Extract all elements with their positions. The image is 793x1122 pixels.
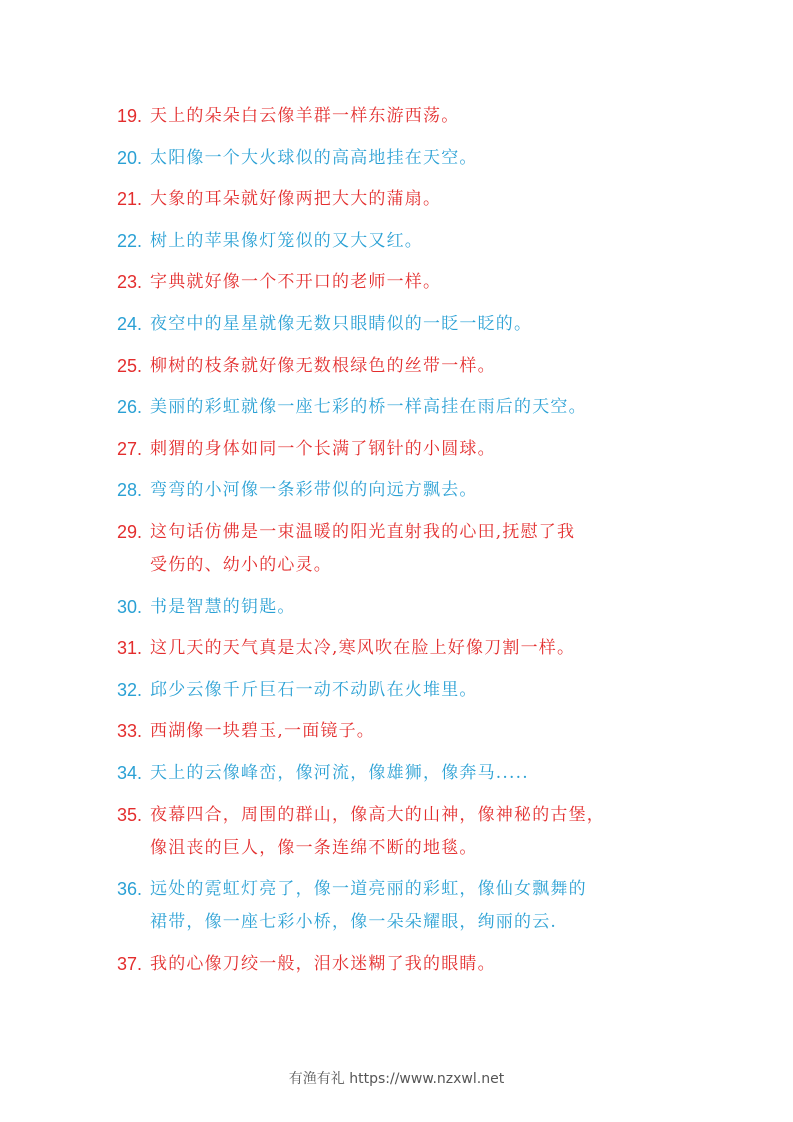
item-number: 33. bbox=[117, 721, 143, 742]
list-item bbox=[117, 516, 677, 582]
item-number: 20. bbox=[117, 147, 143, 168]
item-number: 24. bbox=[117, 313, 143, 334]
item-number: 23. bbox=[117, 272, 143, 293]
item-text: 我的心像刀绞一般，泪水迷糊了我的眼睛。 bbox=[150, 953, 496, 974]
item-text: 树上的苹果像灯笼似的又大又红。 bbox=[150, 230, 423, 251]
list-item bbox=[117, 391, 677, 424]
item-text: 字典就好像一个不开口的老师一样。 bbox=[150, 272, 442, 293]
item-number: 36. bbox=[117, 879, 143, 900]
item-number: 30. bbox=[117, 596, 143, 617]
item-text: 这几天的天气真是太冷,寒风吹在脸上好像刀割一样。 bbox=[150, 638, 576, 659]
item-number: 26. bbox=[117, 397, 143, 418]
item-text: 邱少云像千斤巨石一动不动趴在火堆里。 bbox=[150, 679, 478, 700]
list-item bbox=[117, 799, 677, 865]
item-number: 27. bbox=[117, 438, 143, 459]
item-text: 书是智慧的钥匙。 bbox=[150, 596, 296, 617]
item-number: 32. bbox=[117, 679, 143, 700]
item-text: 夜空中的星星就像无数只眼睛似的一眨一眨的。 bbox=[150, 313, 533, 334]
item-text: 太阳像一个大火球似的高高地挂在天空。 bbox=[150, 147, 478, 168]
list-item bbox=[117, 632, 677, 665]
item-text: 远处的霓虹灯亮了，像一道亮丽的彩虹，像仙女飘舞的 裙带，像一座七彩小桥，像一朵朵耀眼，绚丽的云. bbox=[150, 879, 587, 933]
item-number: 29. bbox=[117, 521, 143, 542]
item-text: 这句话仿佛是一束温暖的阳光直射我的心田,抚慰了我 受伤的、幼小的心灵。 bbox=[150, 521, 576, 575]
item-number: 25. bbox=[117, 355, 143, 376]
list-item bbox=[117, 266, 677, 299]
item-text: 弯弯的小河像一条彩带似的向远方飘去。 bbox=[150, 480, 478, 501]
item-text: 大象的耳朵就好像两把大大的蒲扇。 bbox=[150, 189, 442, 210]
list-item bbox=[117, 225, 677, 258]
item-text: 夜幕四合，周围的群山，像高大的山神，像神秘的古堡， 像沮丧的巨人，像一条连绵不断的地毯。 bbox=[150, 804, 605, 858]
item-number: 22. bbox=[117, 230, 143, 251]
list-item bbox=[117, 142, 677, 175]
list-item bbox=[117, 183, 677, 216]
item-number: 34. bbox=[117, 762, 143, 783]
list-item bbox=[117, 350, 677, 383]
list-item bbox=[117, 474, 677, 507]
list-item bbox=[117, 100, 677, 133]
item-number: 35. bbox=[117, 804, 143, 825]
list-item bbox=[117, 715, 677, 748]
list-item bbox=[117, 948, 677, 981]
item-text: 美丽的彩虹就像一座七彩的桥一样高挂在雨后的天空。 bbox=[150, 397, 587, 418]
item-number: 31. bbox=[117, 638, 143, 659]
item-text: 天上的朵朵白云像羊群一样东游西荡。 bbox=[150, 106, 460, 126]
simile-sentence-list bbox=[117, 100, 677, 989]
list-item bbox=[117, 591, 677, 624]
list-item bbox=[117, 308, 677, 341]
item-number: 37. bbox=[117, 953, 143, 974]
list-item bbox=[117, 674, 677, 707]
list-item bbox=[117, 433, 677, 466]
item-text: 刺猬的身体如同一个长满了钢针的小圆球。 bbox=[150, 438, 496, 459]
list-item bbox=[117, 873, 677, 939]
list-item bbox=[117, 757, 677, 790]
page-footer: 有渔有礼 https://www.nzxwl.net bbox=[288, 1071, 505, 1087]
item-number: 28. bbox=[117, 480, 143, 501]
item-text: 西湖像一块碧玉,一面镜子。 bbox=[150, 721, 376, 742]
item-number: 19. bbox=[117, 106, 143, 126]
item-text: 天上的云像峰峦，像河流，像雄狮，像奔马..... bbox=[150, 762, 529, 783]
item-text: 柳树的枝条就好像无数根绿色的丝带一样。 bbox=[150, 355, 496, 376]
item-number: 21. bbox=[117, 189, 143, 210]
